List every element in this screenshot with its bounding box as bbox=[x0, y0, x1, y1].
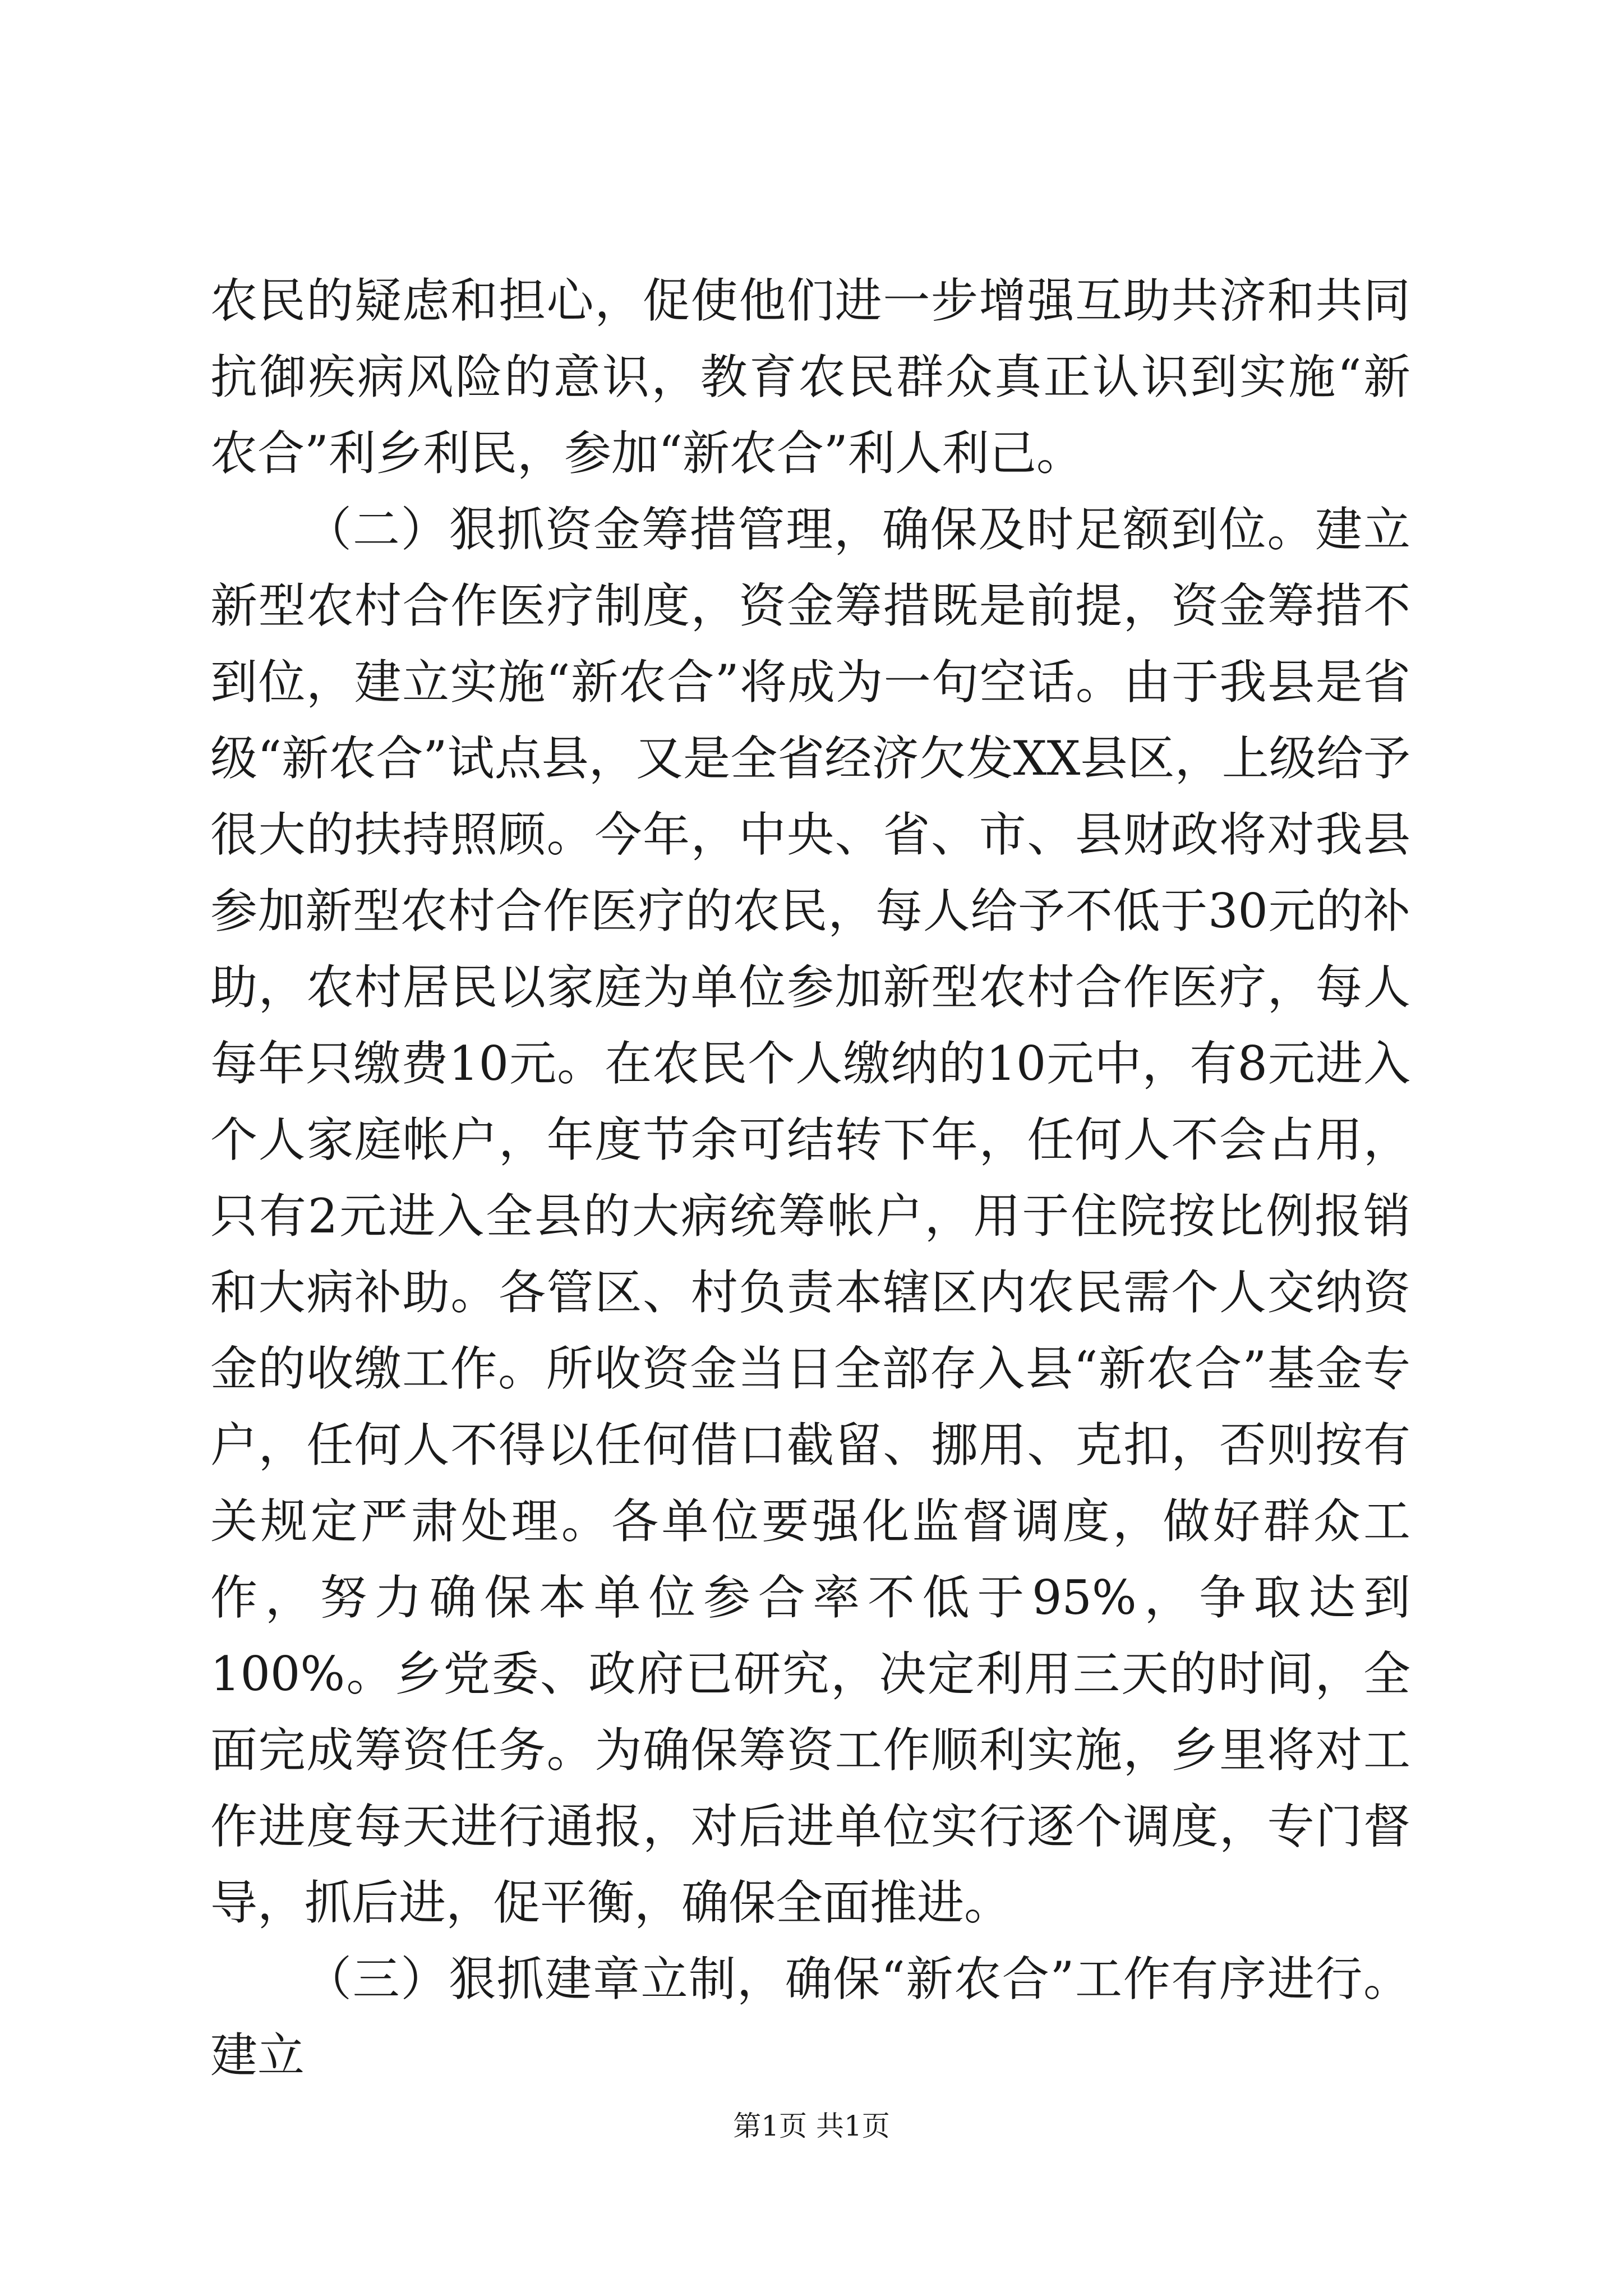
document-body bbox=[210, 263, 1410, 2093]
paragraph-section-two: （二）狠抓资金筹措管理，确保及时足额到位。建立新型农村合作医疗制度，资金筹措既是前提，资金筹措不到位，建立实施“新农合”将成为一句空话。由于我县是省级“新农合”试点县，又是全省经济欠发XX县区，上级给予很大的扶持照顾。今年，中央、省、市、县财政将对我县参加新型农村合作医疗的农民，每人给予不低于30元的补助，农村居民以家庭为单位参加新型农村合作医疗，每人每年只缴费10元。在农民个人缴纳的10元中，有8元进入个人家庭帐户，年度节余可结转下年，任何人不会占用，只有2元进入全县的大病统筹帐户，用于住院按比例报销和大病补助。各管区、村负责本辖区内农民需个人交纳资金的收缴工作。所收资金当日全部存入县“新农合”基金专户，任何人不得以任何借口截留、挪用、克扣，否则按有关规定严肃处理。各单位要强化监督调度，做好群众工作，努力确保本单位参合率不低于95%，争取达到100%。乡党委、政府已研究，决定利用三天的时间，全面完成筹资任务。为确保筹资工作顺利实施，乡里将对工作进度每天进行通报，对后进单位实行逐个调度，专门督导，抓后进，促平衡，确保全面推进。 bbox=[210, 502, 1410, 1930]
paragraph-section-three: （三）狠抓建章立制，确保“新农合”工作有序进行。建立 bbox=[210, 1952, 1410, 2083]
paragraph-continuation: 农民的疑虑和担心，促使他们进一步增强互助共济和共同抗御疾病风险的意识，教育农民群众真正认识到实施“新农合”利乡利民，参加“新农合”利人利己。 bbox=[210, 273, 1410, 481]
page-footer: 第1页 共1页 bbox=[733, 2110, 890, 2142]
